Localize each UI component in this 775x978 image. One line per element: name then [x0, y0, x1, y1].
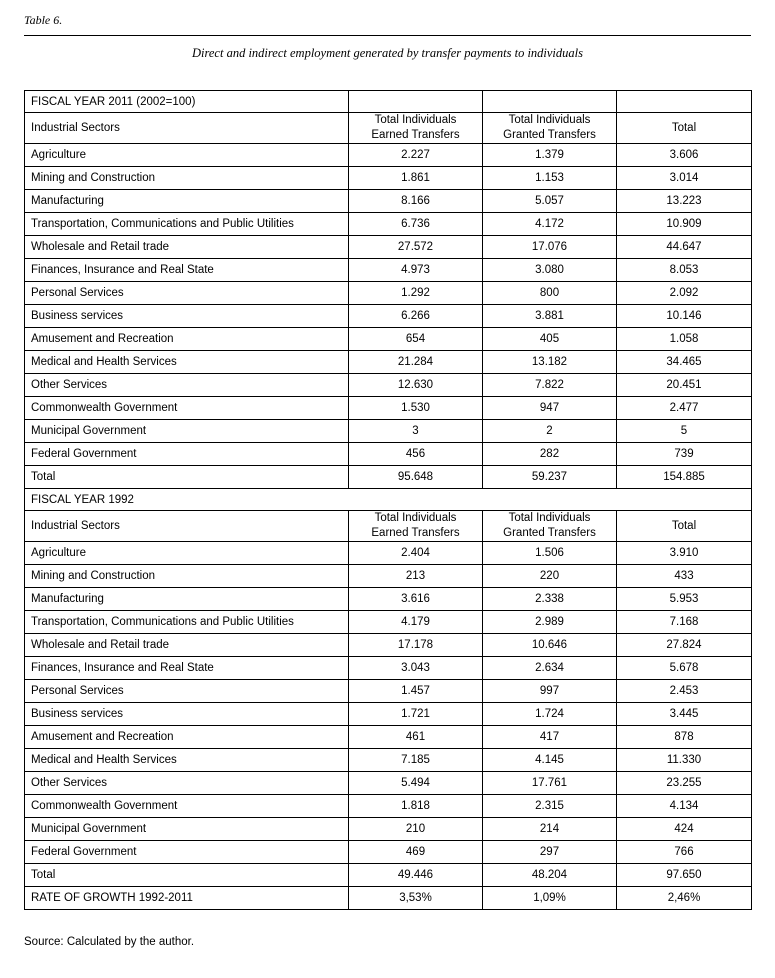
sector-cell: Wholesale and Retail trade	[25, 236, 349, 259]
table-row	[25, 351, 752, 374]
earned-cell: 1.457	[349, 680, 483, 703]
total-cell: 5.678	[617, 657, 752, 680]
total-cell: 2.477	[617, 397, 752, 420]
table-row	[25, 466, 752, 489]
granted-cell: 59.237	[483, 466, 617, 489]
total-cell: 7.168	[617, 611, 752, 634]
sector-cell: Personal Services	[25, 282, 349, 305]
granted-cell: 800	[483, 282, 617, 305]
granted-cell: 947	[483, 397, 617, 420]
earned-cell: 654	[349, 328, 483, 351]
earned-cell: 4.973	[349, 259, 483, 282]
table-row	[25, 841, 752, 864]
column-header-row	[25, 511, 752, 542]
total-cell: 2.092	[617, 282, 752, 305]
sector-cell: Mining and Construction	[25, 565, 349, 588]
growth-label: RATE OF GROWTH 1992-2011	[25, 887, 349, 910]
table-row	[25, 282, 752, 305]
earned-cell: 2.404	[349, 542, 483, 565]
table-row	[25, 703, 752, 726]
sector-cell: Manufacturing	[25, 190, 349, 213]
total-cell: 739	[617, 443, 752, 466]
table-row	[25, 542, 752, 565]
table-row	[25, 749, 752, 772]
table-row	[25, 420, 752, 443]
granted-cell: 2.634	[483, 657, 617, 680]
total-cell: 34.465	[617, 351, 752, 374]
header-total: Total	[617, 113, 752, 144]
granted-cell: 7.822	[483, 374, 617, 397]
earned-cell: 21.284	[349, 351, 483, 374]
granted-cell: 4.172	[483, 213, 617, 236]
empty-cell	[617, 91, 752, 113]
granted-cell: 214	[483, 818, 617, 841]
table-row	[25, 634, 752, 657]
sector-cell: Commonwealth Government	[25, 795, 349, 818]
sector-cell: Agriculture	[25, 144, 349, 167]
earned-cell: 456	[349, 443, 483, 466]
granted-cell: 4.145	[483, 749, 617, 772]
table-row	[25, 167, 752, 190]
growth-granted: 1,09%	[483, 887, 617, 910]
sector-cell: Other Services	[25, 772, 349, 795]
header-granted: Total Individuals Granted Transfers	[483, 113, 617, 144]
sector-cell: Agriculture	[25, 542, 349, 565]
total-cell: 20.451	[617, 374, 752, 397]
earned-cell: 27.572	[349, 236, 483, 259]
granted-cell: 1.724	[483, 703, 617, 726]
earned-cell: 8.166	[349, 190, 483, 213]
header-granted: Total Individuals Granted Transfers	[483, 511, 617, 542]
sector-cell: Medical and Health Services	[25, 351, 349, 374]
table-row	[25, 565, 752, 588]
sector-cell: Total	[25, 864, 349, 887]
sector-cell: Wholesale and Retail trade	[25, 634, 349, 657]
header-earned: Total Individuals Earned Transfers	[349, 113, 483, 144]
earned-cell: 6.266	[349, 305, 483, 328]
granted-cell: 1.506	[483, 542, 617, 565]
granted-cell: 220	[483, 565, 617, 588]
table-row	[25, 443, 752, 466]
sector-cell: Mining and Construction	[25, 167, 349, 190]
total-cell: 3.014	[617, 167, 752, 190]
table-row	[25, 213, 752, 236]
table-row	[25, 818, 752, 841]
header-total: Total	[617, 511, 752, 542]
earned-cell: 3	[349, 420, 483, 443]
table-row	[25, 726, 752, 749]
earned-cell: 1.721	[349, 703, 483, 726]
table-row	[25, 374, 752, 397]
table-row	[25, 772, 752, 795]
table-caption: Direct and indirect employment generated by transfer payments to individuals	[191, 46, 583, 60]
sector-cell: Federal Government	[25, 443, 349, 466]
granted-cell: 2.989	[483, 611, 617, 634]
earned-cell: 1.292	[349, 282, 483, 305]
total-cell: 766	[617, 841, 752, 864]
granted-cell: 3.881	[483, 305, 617, 328]
earned-cell: 213	[349, 565, 483, 588]
total-cell: 154.885	[617, 466, 752, 489]
earned-cell: 7.185	[349, 749, 483, 772]
section-title: FISCAL YEAR 2011 (2002=100)	[25, 91, 349, 113]
earned-cell: 4.179	[349, 611, 483, 634]
sector-cell: Municipal Government	[25, 420, 349, 443]
table-row	[25, 305, 752, 328]
total-cell: 433	[617, 565, 752, 588]
sector-cell: Finances, Insurance and Real State	[25, 657, 349, 680]
total-cell: 424	[617, 818, 752, 841]
granted-cell: 405	[483, 328, 617, 351]
table-label: Table 6.	[24, 13, 63, 27]
table-row	[25, 680, 752, 703]
granted-cell: 48.204	[483, 864, 617, 887]
sector-cell: Commonwealth Government	[25, 397, 349, 420]
sector-cell: Federal Government	[25, 841, 349, 864]
granted-cell: 3.080	[483, 259, 617, 282]
header-sector: Industrial Sectors	[25, 511, 349, 542]
sector-cell: Total	[25, 466, 349, 489]
granted-cell: 297	[483, 841, 617, 864]
granted-cell: 282	[483, 443, 617, 466]
earned-cell: 95.648	[349, 466, 483, 489]
earned-cell: 2.227	[349, 144, 483, 167]
total-cell: 44.647	[617, 236, 752, 259]
earned-cell: 49.446	[349, 864, 483, 887]
table-row	[25, 864, 752, 887]
total-cell: 5.953	[617, 588, 752, 611]
total-cell: 3.445	[617, 703, 752, 726]
sector-cell: Finances, Insurance and Real State	[25, 259, 349, 282]
earned-cell: 1.861	[349, 167, 483, 190]
granted-cell: 17.761	[483, 772, 617, 795]
granted-cell: 10.646	[483, 634, 617, 657]
earned-cell: 210	[349, 818, 483, 841]
sector-cell: Amusement and Recreation	[25, 328, 349, 351]
table-row	[25, 795, 752, 818]
granted-cell: 417	[483, 726, 617, 749]
total-cell: 5	[617, 420, 752, 443]
total-cell: 3.910	[617, 542, 752, 565]
sector-cell: Transportation, Communications and Public Utilities	[25, 611, 349, 634]
sector-cell: Manufacturing	[25, 588, 349, 611]
total-cell: 3.606	[617, 144, 752, 167]
source-note: Source: Calculated by the author.	[24, 936, 195, 948]
granted-cell: 17.076	[483, 236, 617, 259]
section-title-row	[25, 91, 752, 113]
total-cell: 1.058	[617, 328, 752, 351]
table-row	[25, 328, 752, 351]
section-title-row	[25, 489, 752, 511]
section-title: FISCAL YEAR 1992	[25, 489, 752, 511]
earned-cell: 5.494	[349, 772, 483, 795]
earned-cell: 17.178	[349, 634, 483, 657]
table-row	[25, 259, 752, 282]
earned-cell: 12.630	[349, 374, 483, 397]
total-cell: 11.330	[617, 749, 752, 772]
growth-total: 2,46%	[617, 887, 752, 910]
sector-cell: Amusement and Recreation	[25, 726, 349, 749]
total-cell: 10.909	[617, 213, 752, 236]
total-cell: 23.255	[617, 772, 752, 795]
sector-cell: Business services	[25, 703, 349, 726]
earned-cell: 3.616	[349, 588, 483, 611]
empty-cell	[483, 91, 617, 113]
granted-cell: 2.338	[483, 588, 617, 611]
granted-cell: 5.057	[483, 190, 617, 213]
sector-cell: Medical and Health Services	[25, 749, 349, 772]
table-row	[25, 190, 752, 213]
header-sector: Industrial Sectors	[25, 113, 349, 144]
total-cell: 2.453	[617, 680, 752, 703]
sector-cell: Transportation, Communications and Public Utilities	[25, 213, 349, 236]
table-row	[25, 611, 752, 634]
column-header-row	[25, 113, 752, 144]
total-cell: 13.223	[617, 190, 752, 213]
total-cell: 4.134	[617, 795, 752, 818]
growth-earned: 3,53%	[349, 887, 483, 910]
total-cell: 10.146	[617, 305, 752, 328]
sector-cell: Municipal Government	[25, 818, 349, 841]
sector-cell: Other Services	[25, 374, 349, 397]
total-cell: 27.824	[617, 634, 752, 657]
earned-cell: 1.818	[349, 795, 483, 818]
top-rule-divider	[24, 35, 751, 36]
earned-cell: 461	[349, 726, 483, 749]
table-row	[25, 588, 752, 611]
table-row	[25, 657, 752, 680]
header-earned: Total Individuals Earned Transfers	[349, 511, 483, 542]
granted-cell: 997	[483, 680, 617, 703]
table-row	[25, 144, 752, 167]
earned-cell: 469	[349, 841, 483, 864]
earned-cell: 3.043	[349, 657, 483, 680]
total-cell: 878	[617, 726, 752, 749]
sector-cell: Personal Services	[25, 680, 349, 703]
granted-cell: 2	[483, 420, 617, 443]
table-row	[25, 236, 752, 259]
total-cell: 8.053	[617, 259, 752, 282]
table-row	[25, 397, 752, 420]
granted-cell: 2.315	[483, 795, 617, 818]
sector-cell: Business services	[25, 305, 349, 328]
total-cell: 97.650	[617, 864, 752, 887]
earned-cell: 6.736	[349, 213, 483, 236]
granted-cell: 1.379	[483, 144, 617, 167]
employment-table	[24, 90, 752, 910]
earned-cell: 1.530	[349, 397, 483, 420]
empty-cell	[349, 91, 483, 113]
growth-row	[25, 887, 752, 910]
granted-cell: 1.153	[483, 167, 617, 190]
granted-cell: 13.182	[483, 351, 617, 374]
